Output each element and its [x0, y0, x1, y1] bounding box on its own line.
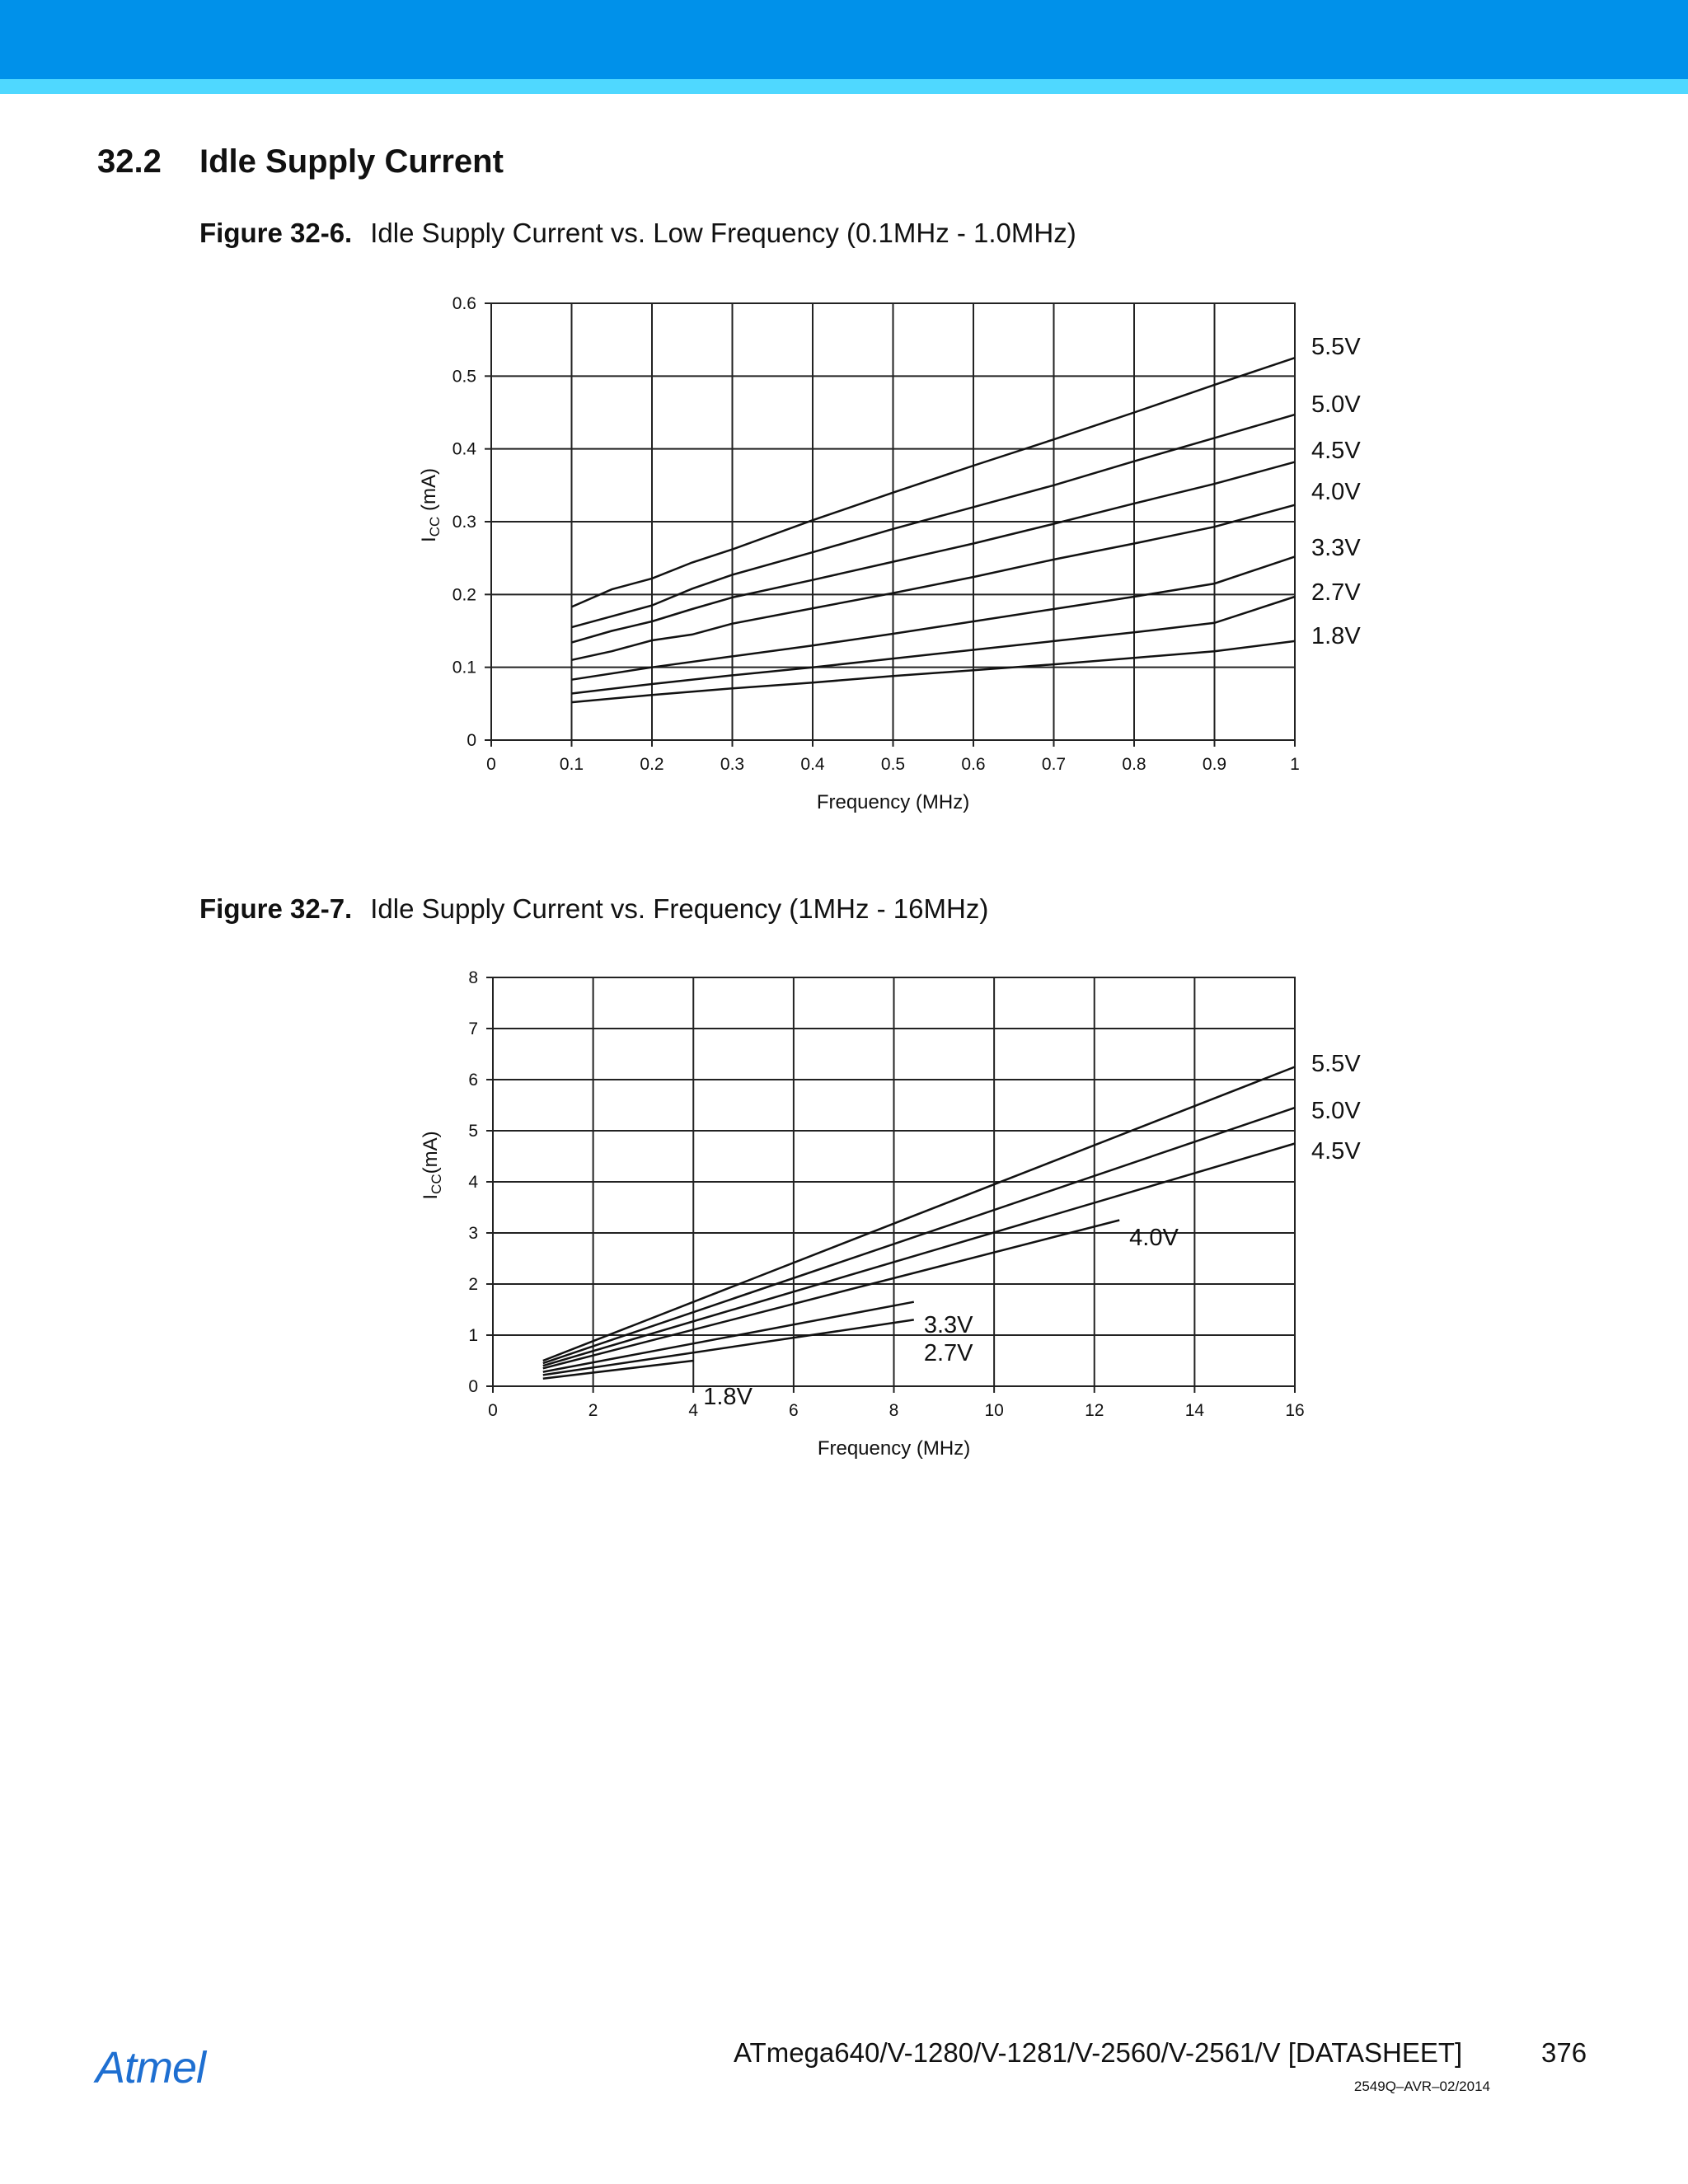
series-label: 4.0V [1129, 1225, 1179, 1251]
document-title: ATmega640/V-1280/V-1281/V-2560/V-2561/V [DATASHEET] [734, 2037, 1463, 2068]
series-line-2.7V [543, 1319, 914, 1375]
page-number: 376 [1541, 2037, 1587, 2068]
section-number: 32.2 [97, 143, 162, 180]
y-tick-label: 0.4 [452, 439, 476, 459]
section-heading [97, 143, 504, 180]
x-tick-label: 0 [486, 755, 496, 774]
y-axis-title: $I_{CC}$ (mA) [418, 468, 443, 542]
series-line-1.8V [572, 641, 1296, 702]
figure-caption-2 [199, 893, 988, 925]
series-label: 5.0V [1311, 391, 1361, 418]
y-tick-label: 2 [468, 1275, 478, 1294]
x-tick-label: 14 [1184, 1401, 1205, 1420]
series-label: 5.5V [1311, 334, 1361, 360]
x-tick-label: 0.7 [1041, 755, 1067, 774]
x-tick-label: 0.5 [880, 755, 906, 774]
x-tick-label: 8 [889, 1401, 899, 1420]
y-tick-label: 1 [468, 1326, 478, 1345]
y-tick-label: 0.1 [452, 658, 476, 677]
series-label: 4.0V [1311, 479, 1361, 505]
series-line-5.5V [543, 1067, 1295, 1361]
y-tick-label: 3 [468, 1224, 478, 1243]
y-tick-label: 7 [468, 1019, 478, 1038]
header-bar [0, 0, 1688, 79]
series-line-4.0V [572, 505, 1296, 660]
figure-title-1: Idle Supply Current vs. Low Frequency (0.1MHz - 1.0MHz) [370, 218, 1076, 248]
series-label: 1.8V [1311, 623, 1361, 649]
series-line-5.5V [572, 358, 1296, 607]
y-tick-label: 0.6 [452, 294, 476, 313]
series-label: 4.5V [1311, 1138, 1361, 1165]
x-tick-label: 0 [488, 1401, 498, 1420]
x-tick-label: 0.8 [1122, 755, 1146, 774]
x-tick-label: 0.2 [640, 755, 664, 774]
x-tick-label: 16 [1285, 1401, 1305, 1420]
section-title: Idle Supply Current [199, 143, 504, 180]
y-axis-title: $I_{CC}(mA)$ [420, 1131, 444, 1200]
series-label: 3.3V [1311, 535, 1361, 561]
x-tick-label: 0.3 [720, 755, 745, 774]
x-axis-title: Frequency (MHz) [817, 1437, 971, 1460]
x-tick-label: 12 [1085, 1401, 1104, 1420]
x-tick-label: 1 [1290, 755, 1300, 774]
series-label: 2.7V [1311, 579, 1361, 606]
x-tick-label: 0.1 [559, 755, 584, 774]
x-tick-label: 4 [688, 1401, 699, 1420]
y-tick-label: 0 [468, 1377, 478, 1396]
series-line-3.3V [543, 1302, 914, 1372]
figure-label-1: Figure 32-6. [199, 218, 353, 248]
y-tick-label: 5 [468, 1122, 478, 1141]
series-line-4.0V [543, 1221, 1119, 1369]
x-axis-title: Frequency (MHz) [816, 791, 970, 813]
y-tick-label: 0.3 [452, 513, 476, 532]
y-tick-label: 8 [468, 968, 478, 987]
y-tick-label: 4 [468, 1173, 478, 1192]
series-line-4.5V [572, 462, 1296, 643]
x-tick-label: 10 [984, 1401, 1004, 1420]
x-tick-label: 0.4 [800, 755, 825, 774]
y-tick-label: 0.5 [452, 367, 476, 387]
series-label: 2.7V [923, 1340, 973, 1366]
series-label: 5.0V [1311, 1098, 1361, 1124]
series-label: 4.5V [1311, 438, 1361, 464]
figure-label-2: Figure 32-7. [199, 893, 353, 924]
figure-caption-1 [199, 218, 1076, 249]
series-line-3.3V [572, 556, 1296, 679]
series-label: 3.3V [923, 1312, 973, 1338]
header-accent-stripe [0, 79, 1688, 94]
series-line-2.7V [572, 597, 1296, 694]
y-tick-label: 0.2 [452, 585, 476, 605]
chart-idle-current-low-frequency [0, 280, 1688, 813]
series-label: 1.8V [703, 1384, 753, 1410]
chart-idle-current-frequency [0, 956, 1688, 1460]
document-code: 2549Q–AVR–02/2014 [1353, 2079, 1490, 2094]
atmel-logo: Atmel [96, 2043, 206, 2093]
series-label: 5.5V [1311, 1051, 1361, 1077]
series-line-5.0V [543, 1108, 1295, 1363]
x-tick-label: 2 [588, 1401, 598, 1420]
x-tick-label: 0.9 [1202, 755, 1227, 774]
x-tick-label: 0.6 [961, 755, 986, 774]
y-tick-label: 0 [467, 731, 476, 750]
x-tick-label: 6 [789, 1401, 799, 1420]
figure-title-2: Idle Supply Current vs. Frequency (1MHz - 16MHz) [370, 893, 989, 924]
series-line-4.5V [543, 1144, 1295, 1366]
y-tick-label: 6 [468, 1071, 478, 1090]
